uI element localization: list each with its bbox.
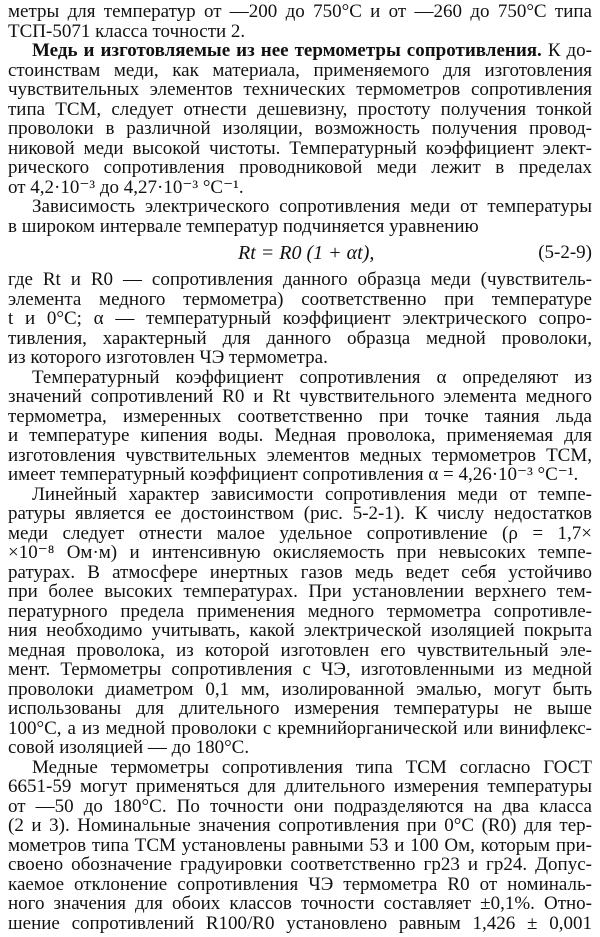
text-line: t и 0°С; α — температурный коэффициент электрического сопро- [8,308,592,329]
text-line: использованы для длительного измерения температуры не выше [8,698,592,719]
equation-row [8,236,592,270]
text-line: мометров типа ТСМ установлены равными 53 и 100 Ом, которым при- [8,834,592,856]
text-line: проволоки диаметром 0,1 мм, изолированной эмалью, могут быть [8,678,592,700]
text-line: элемента медного термометра) соответственно при температуре [8,288,592,310]
text-line: ного значения для обоих классов точности составляет ±0,1%. Отно- [8,893,592,914]
text-line: имеет температурный коэффициент сопротивления α = 4,26·10⁻³ °С⁻¹. [8,464,579,485]
text-line: каемое отклонение сопротивления ЧЭ термометра R0 от номиналь- [8,873,592,895]
text-line: ратурах. В атмосфере инертных газов медь ведет себя устойчиво [8,561,592,583]
text-line: ратуры является ее достоинством (рис. 5-2-1). К числу недостатков [8,503,592,524]
text-line: где Rt и R0 — сопротивления данного образца меди (чувствитель- [8,269,592,290]
text-line: термометра, измеренных соответственно при точке таяния льда [8,405,592,427]
text-line: 6651-59 могут применяться для длительного измерения температуры [8,776,592,797]
text-line: 100°С, а из медной проволоки с кремнийорганической или винифлекс- [8,717,592,739]
text-line: никовой меди высокой чистоты. Температурный коэффициент элект- [8,137,592,159]
text-line: от —50 до 180°С. По точности они подразделяются на два класса [8,795,592,817]
text-line: и температуре кипения воды. Медная проволока, применяемая для [8,425,592,446]
text-line: совой изоляцией — до 180°С. [8,737,250,758]
text-line: меди следует отнести малое удельное сопротивление (ρ = 1,7× [8,522,592,544]
section-heading-line [8,41,592,61]
text-line: типа ТСМ, следует отнести дешевизну, простоту получения тонкой [8,98,592,120]
text-line: Линейный характер зависимости сопротивления меди от темпе- [32,483,592,505]
text-line: ТСП-5071 класса точности 2. [8,20,246,42]
text-line: пературного предела применения медного термометра сопротивле- [8,600,592,622]
text-line: проволоки в различной изоляции, возможность получения провод- [8,118,592,139]
text-line: метры для температур от —200 до 750°С и от —260 до 750°С типа [8,1,592,22]
text-line: рического сопротивления проводниковой меди лежит в пределах [8,157,592,178]
text-span: К до- [547,40,593,61]
text-line: ния необходимо учитывать, какой электрической изоляцией покрыта [8,620,592,641]
text-line: (2 и 3). Номинальные значения сопротивления при 0°С (R0) для тер- [8,815,592,836]
text-line: Зависимость электрического сопротивления меди от температуры [32,196,592,217]
text-line: Медные термометры сопротивления типа ТСМ согласно ГОСТ [32,756,592,778]
text-line: медная проволока, из которой изготовлен его чувствительный эле- [8,639,592,661]
section-heading: Медь и изготовляемые из нее термометры сопротивления. [32,40,542,61]
text-line: чувствительных элементов технических термометров сопротивления [8,79,592,100]
text-line: в широком интервале температур подчиняется уравнению [8,215,479,237]
text-line: ×10⁻⁸ Ом·м) и интенсивную окисляемость при невысоких темпе- [8,542,592,563]
text-line: мент. Термометры сопротивления с ЧЭ, изготовленными из медной [8,659,592,680]
text-line: шение сопротивлений R100/R0 установлено равным 1,426 ± 0,001 [8,912,592,934]
text-line: Температурный коэффициент сопротивления α определяют из [32,366,592,388]
text-line: изготовления чувствительных элементов медных термометров ТСМ, [8,444,592,466]
text-line: при более высоких температурах. При установлении верхнего тем- [8,581,592,602]
text-line: своено обозначение градуировки соответственно гр23 и гр24. Допус- [8,854,592,875]
page-text [8,2,592,933]
equation-formula: Rt = R0 (1 + αt), [238,242,375,264]
text-line: значений сопротивлений R0 и Rt чувствительного элемента медного [8,386,592,407]
text-line: от 4,2·10⁻³ до 4,27·10⁻³ °С⁻¹. [8,176,244,198]
text-line: из которого изготовлен ЧЭ термометра. [8,347,328,368]
text-line: тивления, характерный для данного образца медной проволоки, [8,327,592,349]
text-line: стоинствам меди, как материала, применяемого для изготовления [8,59,592,81]
equation-number: (5-2-9) [538,242,592,263]
